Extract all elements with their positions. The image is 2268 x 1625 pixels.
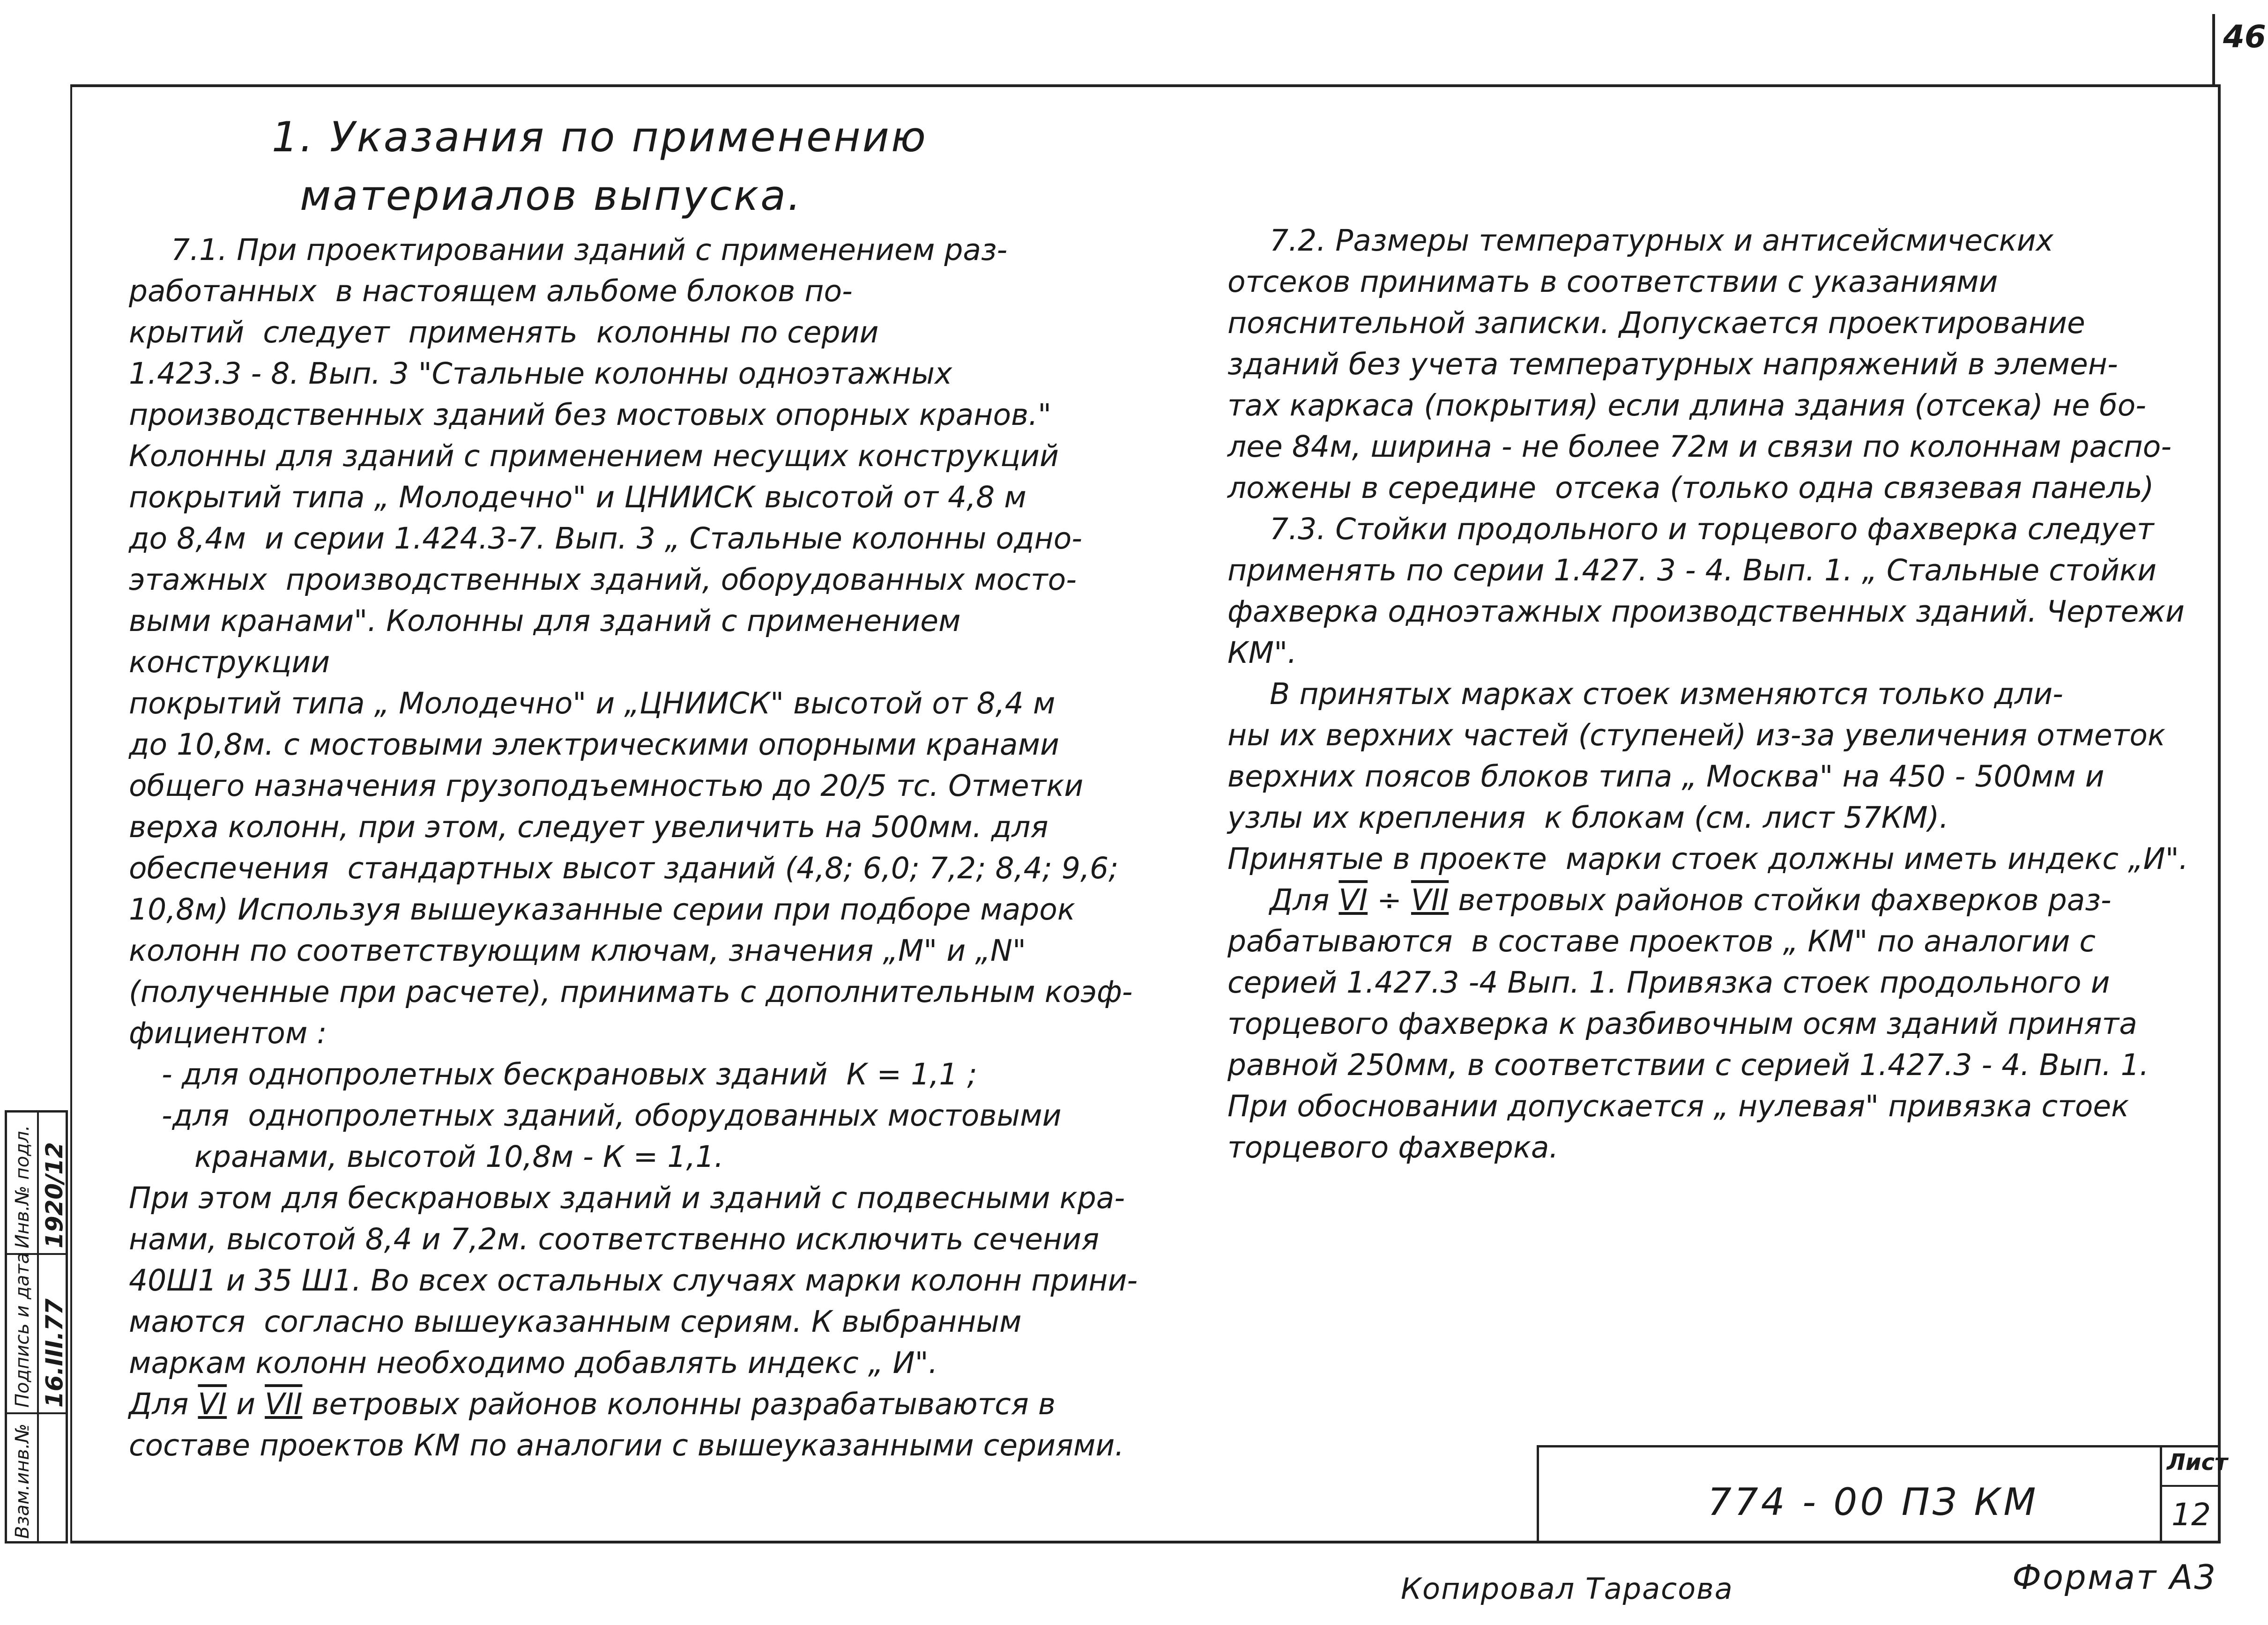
section-title-line-2: материалов выпуска. xyxy=(300,171,803,220)
text-line: серией 1.427.3 -4 Вып. 1. Привязка стоек продольного и xyxy=(1227,965,2110,1000)
corner-sheet-number: 46 xyxy=(2223,19,2266,55)
roman-numeral: VII xyxy=(1411,883,1449,917)
text-fragment: ветровых районов стойки фахверков раз- xyxy=(1449,883,2112,917)
date-value: 16.III.77 xyxy=(41,1299,68,1408)
text-line: 10,8м) Используя вышеуказанные серии при подборе марок xyxy=(129,892,1075,927)
text-line: маркам колонн необходимо добавлять индекс „ И". xyxy=(129,1346,938,1380)
text-line: до 8,4м и серии 1.424.3-7. Вып. 3 „ Стальные колонны одно- xyxy=(129,521,1083,556)
text-line: фициентом : xyxy=(129,1016,327,1050)
text-line: тах каркаса (покрытия) если длина здания (отсека) не бо- xyxy=(1227,388,2146,423)
text-line: работанных в настоящем альбоме блоков по- xyxy=(129,274,853,308)
right-text-column xyxy=(1227,220,2221,1168)
text-line: составе проектов КМ по аналогии с вышеуказанными сериями. xyxy=(129,1428,1124,1462)
text-line: В принятых марках стоек изменяются только дли- xyxy=(1270,677,2063,711)
text-line: 40Ш1 и 35 Ш1. Во всех остальных случаях марки колонн прини- xyxy=(129,1263,1138,1298)
list-item-continuation: кранами, высотой 10,8м - К = 1,1. xyxy=(194,1140,724,1174)
vzam-inv-label: Взам.инв.№ xyxy=(12,1423,33,1539)
drawing-title-block xyxy=(1537,1445,2228,1543)
left-text-column xyxy=(129,230,1160,1466)
text-line: пояснительной записки. Допускается проектирование xyxy=(1227,306,2085,340)
text-line: 7.1. При проектировании зданий с применением раз- xyxy=(171,233,1008,267)
text-line: применять по серии 1.427. 3 - 4. Вып. 1. „ Стальные стойки xyxy=(1227,553,2157,587)
text-line: зданий без учета температурных напряжений в элемен- xyxy=(1227,347,2118,381)
text-line: 7.3. Стойки продольного и торцевого фахверка следует xyxy=(1270,512,2154,546)
sheet-number: 12 xyxy=(2171,1497,2211,1533)
text-line: (полученные при расчете), принимать с дополнительным коэф- xyxy=(129,975,1133,1009)
roman-numeral: VI xyxy=(198,1387,227,1421)
text-line: ны их верхних частей (ступеней) из-за увеличения отметок xyxy=(1227,718,2165,752)
text-line: рабатываются в составе проектов „ КМ" по аналогии с xyxy=(1227,924,2096,958)
text-line: маются согласно вышеуказанным сериям. К выбранным xyxy=(129,1305,1022,1339)
text-line: При этом для бескрановых зданий и зданий с подвесными кра- xyxy=(129,1181,1125,1215)
text-line: лее 84м, ширина - не более 72м и связи по колоннам распо- xyxy=(1227,430,2172,464)
paper-format: Формат А3 xyxy=(2012,1558,2217,1597)
roman-numeral: VII xyxy=(265,1387,303,1421)
text-fragment: Для xyxy=(129,1387,198,1421)
inv-label: Инв.№ подл. xyxy=(12,1125,33,1248)
text-line: верхних поясов блоков типа „ Москва" на 450 - 500мм и xyxy=(1227,759,2104,794)
text-line: до 10,8м. с мостовыми электрическими опорными кранами xyxy=(129,727,1059,762)
section-title xyxy=(244,108,1087,225)
text-line: этажных производственных зданий, оборудованных мосто- xyxy=(129,563,1077,597)
text-line xyxy=(129,1384,1160,1425)
text-fragment: ÷ xyxy=(1368,883,1411,917)
inv-value: 1920/12 xyxy=(41,1142,68,1248)
text-line: обеспечения стандартных высот зданий (4,8; 6,0; 7,2; 8,4; 9,6; xyxy=(129,851,1119,885)
list-item: -для однопролетных зданий, оборудованных мостовыми xyxy=(162,1098,1062,1133)
sheet-label: Лист xyxy=(2167,1449,2228,1476)
text-fragment: ветровых районов колонны разрабатываются в xyxy=(302,1387,1056,1421)
list-item: - для однопролетных бескрановых зданий К = 1,1 ; xyxy=(162,1057,977,1091)
text-line: покрытий типа „ Молодечно" и „ЦНИИСК" высотой от 8,4 м xyxy=(129,686,1056,720)
text-line: выми кранами". Колонны для зданий с применением конструкции xyxy=(129,604,970,679)
text-line: 7.2. Размеры температурных и антисейсмических xyxy=(1270,223,2053,258)
roman-numeral: VI xyxy=(1338,883,1368,917)
text-line: узлы их крепления к блокам (см. лист 57КМ). xyxy=(1227,801,1949,835)
text-fragment: Для xyxy=(1270,883,1339,917)
text-line: 1.423.3 - 8. Вып. 3 "Стальные колонны одноэтажных xyxy=(129,356,952,391)
sign-date-label: Подпись и дата xyxy=(12,1252,33,1408)
copied-by: Копировал Тарасова xyxy=(1401,1572,1733,1606)
text-line xyxy=(1227,880,2221,921)
text-line: отсеков принимать в соответствии с указаниями xyxy=(1227,265,1998,299)
text-line: Принятые в проекте марки стоек должны иметь индекс „И". xyxy=(1227,842,2188,876)
text-line: производственных зданий без мостовых опорных кранов." xyxy=(129,398,1052,432)
text-line: ложены в середине отсека (только одна связевая панель) xyxy=(1227,471,2154,505)
text-line: равной 250мм, в соответствии с серией 1.427.3 - 4. Вып. 1. xyxy=(1227,1048,2149,1082)
text-line: нами, высотой 8,4 и 7,2м. соответственно исключить сечения xyxy=(129,1222,1100,1256)
text-line: колонн по соответствующим ключам, значения „М" и „N" xyxy=(129,934,1026,968)
text-fragment: и xyxy=(227,1387,265,1421)
text-line: общего назначения грузоподъемностью до 20/5 тс. Отметки xyxy=(129,769,1084,803)
drawing-code: 774 - 00 ПЗ КМ xyxy=(1708,1480,2039,1524)
side-inventory-stamp xyxy=(5,1110,68,1543)
text-line: фахверка одноэтажных производственных зданий. Чертежи КМ". xyxy=(1227,594,2194,670)
side-stamp-divider xyxy=(7,1412,66,1414)
text-line: При обосновании допускается „ нулевая" привязка стоек xyxy=(1227,1089,2129,1123)
text-line: крытий следует применять колонны по серии xyxy=(129,315,879,349)
sheet-cell xyxy=(2160,1447,2228,1543)
text-line: торцевого фахверка к разбивочным осям зданий принята xyxy=(1227,1007,2137,1041)
section-title-line-1: 1. Указания по применению xyxy=(272,113,928,161)
corner-divider xyxy=(2212,14,2215,84)
sheet-cell-divider xyxy=(2162,1485,2221,1487)
text-line: торцевого фахверка. xyxy=(1227,1130,1559,1165)
text-line: верха колонн, при этом, следует увеличить на 500мм. для xyxy=(129,810,1048,844)
text-line: покрытий типа „ Молодечно" и ЦНИИСК высотой от 4,8 м xyxy=(129,480,1026,514)
text-line: Колонны для зданий с применением несущих конструкций xyxy=(129,439,1059,473)
